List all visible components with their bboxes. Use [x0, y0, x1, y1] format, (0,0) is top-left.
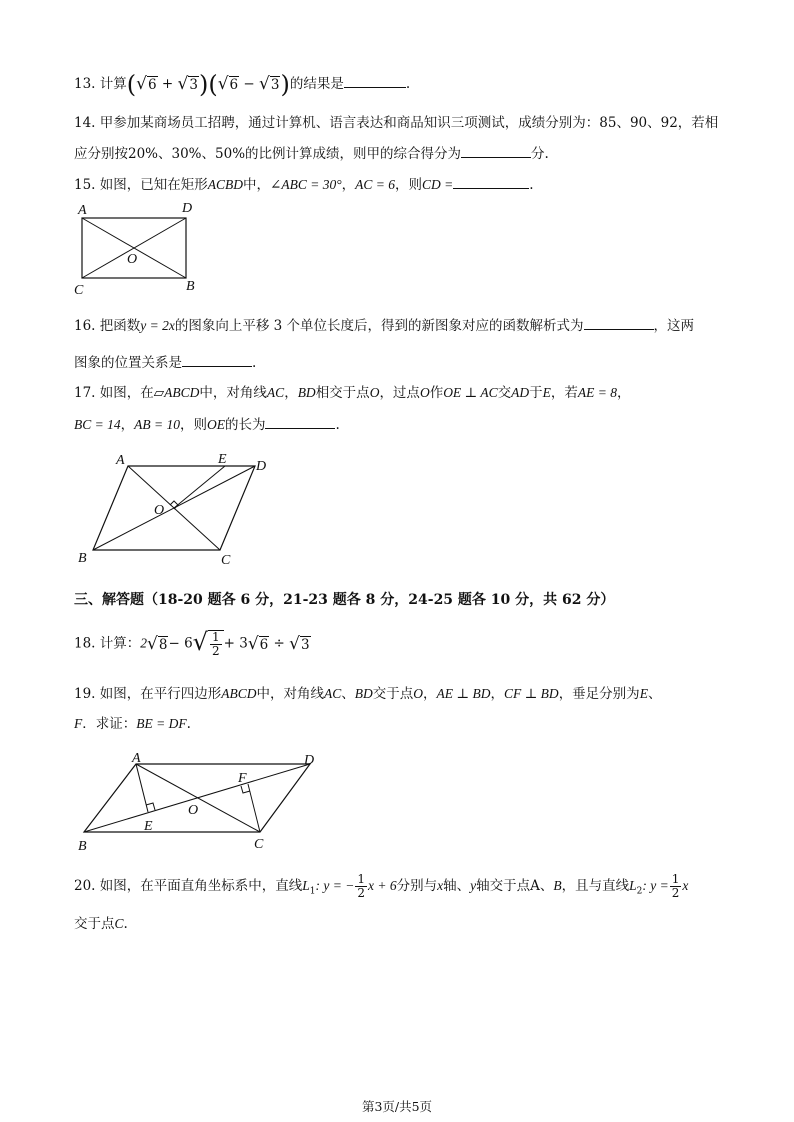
question-19-line2: F．求证：BE = DF. — [74, 716, 191, 732]
question-14-line2: 应分别按20%、30%、50%的比例计算成绩，则甲的综合得分为 分. — [74, 146, 549, 162]
question-20-line2: 交于点C. — [74, 916, 128, 932]
question-16-line1: 16. 把函数y = 2x的图象向上平移 3 个单位长度后，得到的新图象对应的函数解析式为 ，这两 — [74, 318, 695, 334]
q13-number: 13. — [74, 76, 96, 92]
q13-suffix: 的结果是 — [289, 76, 344, 92]
question-17-line1: 17. 如图，在▱ABCD中，对角线AC，BD相交于点O，过点O作OE ⊥ AC交AD于E，若AE = 8， — [74, 385, 631, 401]
question-15: 15. 如图，已知在矩形ACBD中，∠ABC = 30°，AC = 6，则CD = . — [74, 177, 534, 193]
label-c: C — [254, 837, 264, 852]
diagonal-bd — [84, 764, 310, 832]
figure-19-parallelogram — [70, 748, 330, 856]
answer-blank[interactable] — [461, 156, 531, 158]
sqrt-6: √ 6 — [136, 74, 157, 94]
question-16-line2: 图象的位置关系是 . — [74, 355, 257, 371]
label-e: E — [144, 819, 153, 834]
question-13: 13. 计算( √ 6 + √ 3 )( √ 6 − √ 3 )的结果是 . — [74, 70, 411, 99]
label-d: D — [304, 753, 315, 768]
question-18: 18. 计算：2 √ 8 − 6 √ $\frac{1}{2}$ + 3 √ 6 ÷ √ 3 — [74, 628, 310, 658]
label-a: A — [132, 751, 141, 766]
question-20-line1: 20. 如图，在平面直角坐标系中，直线$L_1$: y = − $\frac{1}{2}$ x + 6分别与x轴、y轴交于点A、B，且与直线$L_2$: y = $\frac{1}{2}$ x — [74, 872, 689, 900]
label-b: B — [78, 839, 87, 854]
figure-15-rectangle — [70, 198, 210, 298]
question-17-line2: BC = 14，AB = 10，则OE的长为 . — [74, 417, 340, 433]
answer-blank[interactable] — [265, 427, 335, 429]
answer-blank[interactable] — [344, 86, 406, 88]
question-19-line1: 19. 如图，在平行四边形ABCD中，对角线AC、BD交于点O，AE ⊥ BD，CF ⊥ BD，垂足分别为E、 — [74, 686, 662, 702]
sqrt-3: √ 3 — [177, 74, 198, 94]
label-b: B — [186, 279, 195, 294]
answer-blank[interactable] — [182, 365, 252, 367]
label-o: O — [188, 803, 199, 818]
q14-line1: 14. 甲参加某商场员工招聘，通过计算机、语言表达和商品知识三项测试，成绩分别为：85、90、92，若相 — [74, 115, 719, 131]
page-footer: 第3页/共5页 — [361, 1099, 433, 1114]
label-b: B — [78, 551, 87, 566]
label-o: O — [127, 252, 138, 267]
label-o: O — [154, 503, 165, 518]
label-d: D — [256, 459, 267, 474]
label-d: D — [182, 201, 193, 216]
label-a: A — [116, 453, 125, 468]
label-e: E — [218, 452, 227, 467]
q13-prefix: 计算 — [99, 76, 127, 92]
section-3-heading: 三、解答题（18-20 题各 6 分，21-23 题各 8 分，24-25 题各 10 分，共 62 分） — [74, 592, 615, 608]
label-a: A — [78, 203, 87, 218]
question-14-line1 — [74, 111, 718, 131]
label-c: C — [221, 553, 231, 568]
paren-open: ( — [126, 70, 137, 99]
figure-17-parallelogram — [70, 450, 280, 572]
label-c: C — [74, 283, 84, 298]
answer-blank[interactable] — [453, 187, 529, 189]
label-f: F — [238, 771, 247, 786]
segment-oe — [174, 466, 225, 508]
q14-percentages: 20%、30%、50% — [128, 146, 246, 162]
answer-blank[interactable] — [584, 328, 654, 330]
